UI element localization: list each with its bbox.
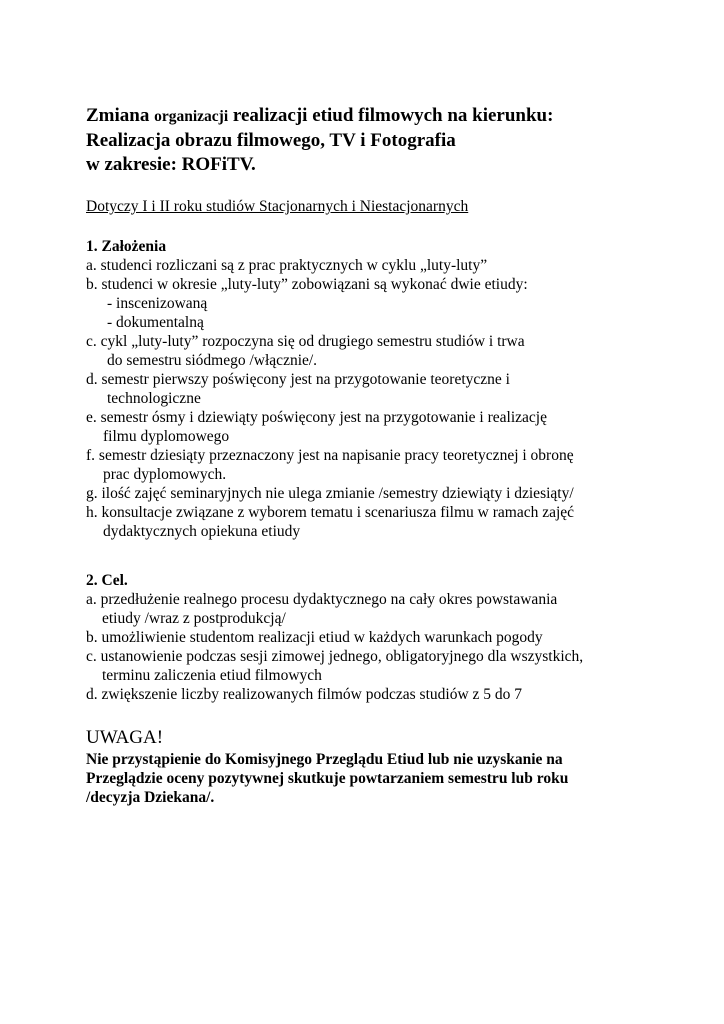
goal-c-cont: terminu zaliczenia etiud filmowych bbox=[102, 667, 322, 684]
assumption-f: f. semestr dziesiąty przeznaczony jest na napisanie pracy teoretycznej i obronę bbox=[86, 447, 574, 464]
assumption-b-sub-1: - inscenizowaną bbox=[107, 295, 208, 312]
goal-a: a. przedłużenie realnego procesu dydaktycznego na cały okres powstawania bbox=[86, 591, 558, 608]
assumption-h-cont: dydaktycznych opiekuna etiudy bbox=[103, 523, 301, 540]
title-line-1 bbox=[86, 104, 686, 129]
scope-subtitle: Dotyczy I i II roku studiów Stacjonarnych i Niestacjonarnych bbox=[86, 198, 469, 215]
title-line-2: Realizacja obrazu filmowego, TV i Fotografia bbox=[86, 130, 456, 151]
assumption-g: g. ilość zajęć seminaryjnych nie ulega zmianie /semestry dziewiąty i dziesiąty/ bbox=[86, 485, 574, 502]
assumption-f-cont: prac dyplomowych. bbox=[103, 466, 227, 483]
warning-heading: UWAGA! bbox=[86, 727, 164, 748]
assumption-h: h. konsultacje związane z wyborem tematu i scenariusza filmu w ramach zajęć bbox=[86, 504, 575, 521]
section-goal-heading: 2. Cel. bbox=[86, 572, 128, 589]
warning-line-3: /decyzja Dziekana/. bbox=[86, 789, 215, 806]
title-word-zmiana: Zmiana bbox=[86, 105, 155, 126]
goal-d: d. zwiększenie liczby realizowanych filmów podczas studiów z 5 do 7 bbox=[86, 686, 523, 703]
goal-c: c. ustanowienie podczas sesji zimowej jednego, obligatoryjnego dla wszystkich, bbox=[86, 648, 584, 665]
assumption-c-cont: do semestru siódmego /włącznie/. bbox=[107, 352, 318, 369]
assumption-e-cont: filmu dyplomowego bbox=[103, 428, 230, 445]
warning-line-1: Nie przystąpienie do Komisyjnego Przeglądu Etiud lub nie uzyskanie na bbox=[86, 751, 563, 768]
section-assumptions bbox=[86, 237, 686, 541]
title-word-organizacji: organizacji bbox=[154, 108, 229, 125]
assumption-e: e. semestr ósmy i dziewiąty poświęcony jest na przygotowanie i realizację bbox=[86, 409, 547, 426]
assumption-b: b. studenci w okresie „luty-luty” zobowiązani są wykonać dwie etiudy: bbox=[86, 276, 528, 293]
warning-text bbox=[86, 750, 686, 807]
goal-b: b. umożliwienie studentom realizacji etiud w każdych warunkach pogody bbox=[86, 629, 543, 646]
assumption-d: d. semestr pierwszy poświęcony jest na przygotowanie teoretyczne i bbox=[86, 371, 510, 388]
goal-a-cont: etiudy /wraz z postprodukcją/ bbox=[102, 610, 286, 627]
title-line-1-rest: realizacji etiud filmowych na kierunku: bbox=[228, 105, 554, 126]
warning-line-2: Przeglądzie oceny pozytywnej skutkuje powtarzaniem semestru lub roku bbox=[86, 770, 569, 787]
section-assumptions-heading: 1. Założenia bbox=[86, 238, 167, 255]
section-goal bbox=[86, 571, 686, 704]
assumption-d-cont: technologiczne bbox=[107, 390, 201, 407]
title-line-3: w zakresie: ROFiTV. bbox=[86, 154, 256, 175]
document-title bbox=[86, 104, 686, 177]
assumption-c: c. cykl „luty-luty” rozpoczyna się od drugiego semestru studiów i trwa bbox=[86, 333, 525, 350]
assumption-a: a. studenci rozliczani są z prac praktycznych w cyklu „luty-luty” bbox=[86, 257, 488, 274]
assumption-b-sub-2: - dokumentalną bbox=[107, 314, 204, 331]
